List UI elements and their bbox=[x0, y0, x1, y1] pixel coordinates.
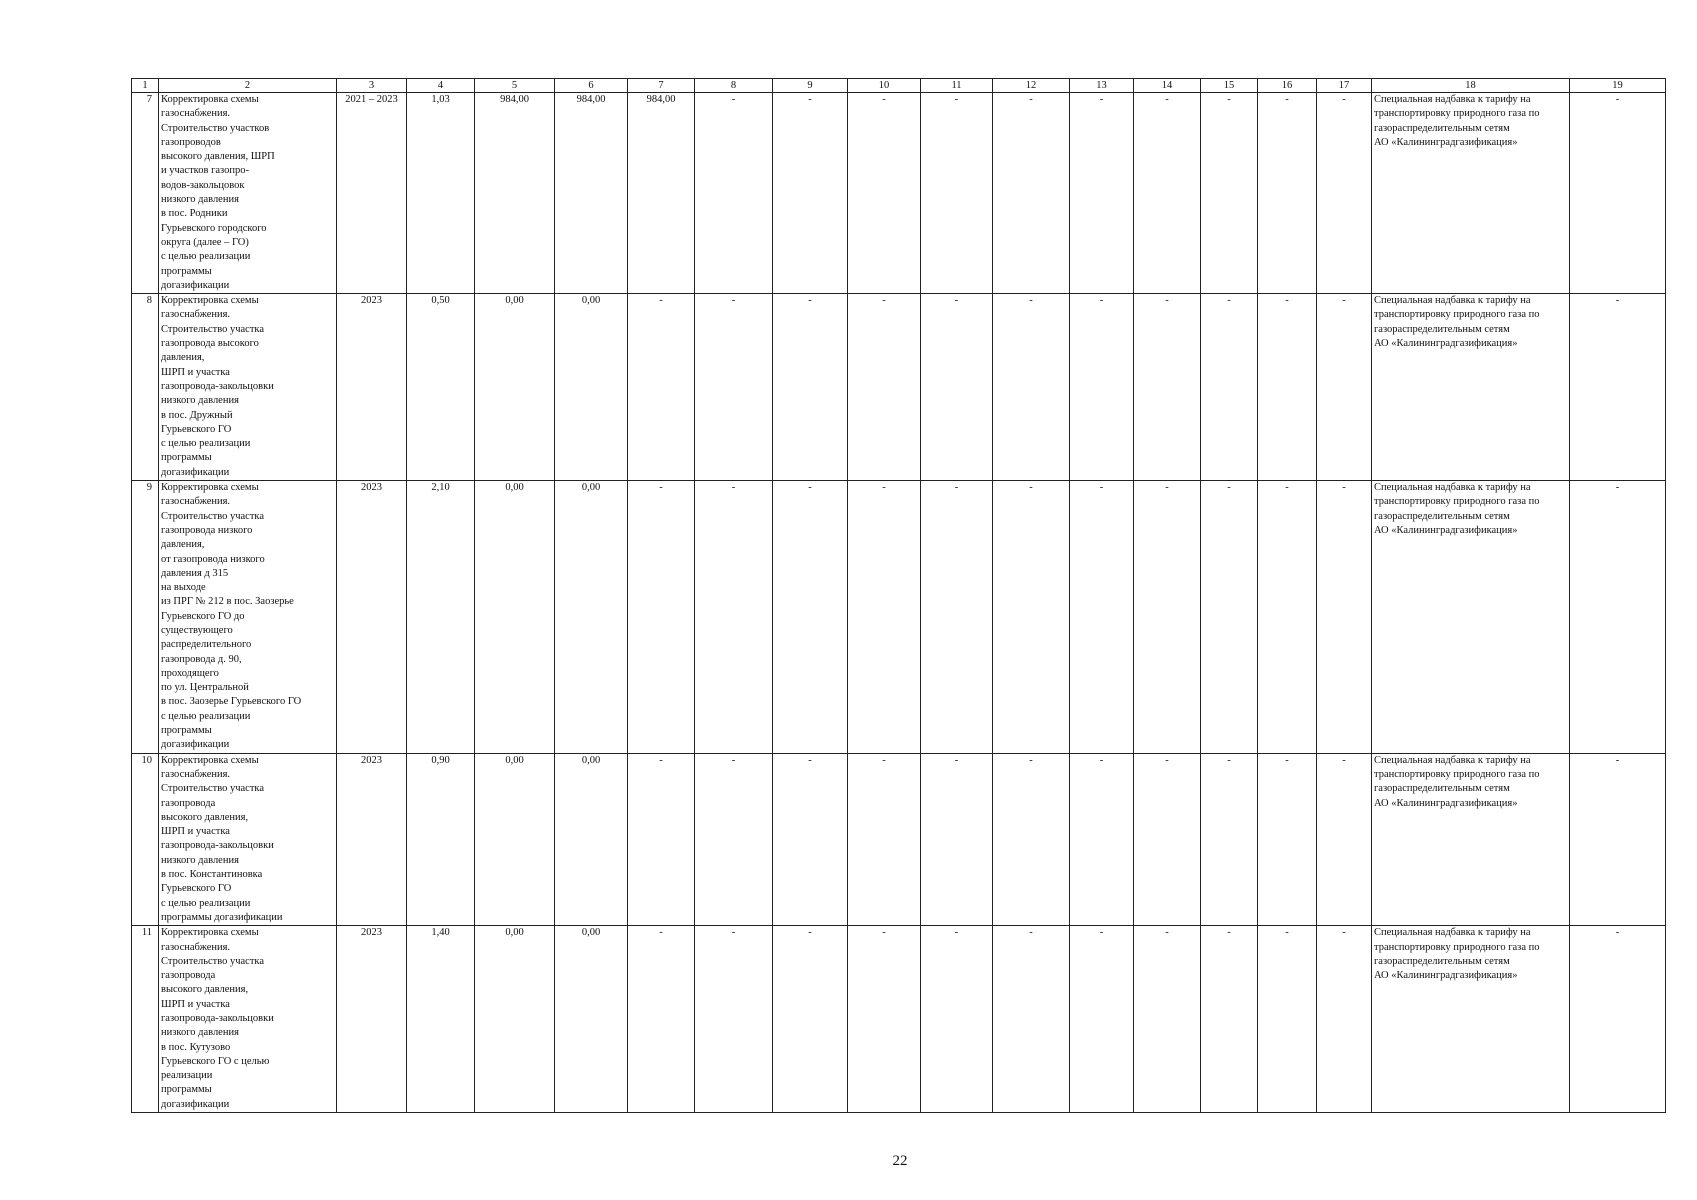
value-cell-15: - bbox=[1201, 926, 1258, 1113]
value-cell-11: - bbox=[921, 294, 993, 481]
value-cell-16: - bbox=[1258, 294, 1317, 481]
row-number-cell: 7 bbox=[132, 93, 159, 294]
value-cell-10: - bbox=[848, 926, 921, 1113]
value-cell-17: - bbox=[1317, 753, 1372, 926]
value-cell-5: 0,00 bbox=[475, 753, 555, 926]
value-cell-5: 984,00 bbox=[475, 93, 555, 294]
column-header: 15 bbox=[1201, 79, 1258, 93]
value-cell-15: - bbox=[1201, 481, 1258, 754]
value-cell-16: - bbox=[1258, 481, 1317, 754]
years-cell: 2023 bbox=[337, 926, 407, 1113]
value-cell-8: - bbox=[695, 753, 773, 926]
value-cell-10: - bbox=[848, 93, 921, 294]
value-cell-6: 0,00 bbox=[555, 481, 628, 754]
value-cell-7: - bbox=[628, 481, 695, 754]
value-cell-16: - bbox=[1258, 926, 1317, 1113]
value-cell-6: 0,00 bbox=[555, 753, 628, 926]
value-cell-8: - bbox=[695, 481, 773, 754]
value-cell-13: - bbox=[1070, 926, 1134, 1113]
column-header: 3 bbox=[337, 79, 407, 93]
value-cell-19: - bbox=[1570, 93, 1666, 294]
value-cell-15: - bbox=[1201, 93, 1258, 294]
project-name-cell: Корректировка схемы газоснабжения. Строительство участков газопроводов высокого давления, ШРП и участков газопро- водов-закольцовок низкого давления в пос. Родники Гурьевского городского округа (далее – ГО) с целью реализации программы догазификации bbox=[159, 93, 337, 294]
value-cell-13: - bbox=[1070, 753, 1134, 926]
column-header: 6 bbox=[555, 79, 628, 93]
financing-source-cell: Специальная надбавка к тарифу на транспортировку природного газа по газораспределительным сетям АО «Калининградгазификация» bbox=[1372, 93, 1570, 294]
column-number-row bbox=[132, 79, 1666, 93]
value-cell-17: - bbox=[1317, 294, 1372, 481]
value-cell-4: 1,40 bbox=[407, 926, 475, 1113]
value-cell-11: - bbox=[921, 926, 993, 1113]
value-cell-4: 0,90 bbox=[407, 753, 475, 926]
value-cell-9: - bbox=[773, 93, 848, 294]
row-number-cell: 9 bbox=[132, 481, 159, 754]
value-cell-19: - bbox=[1570, 481, 1666, 754]
value-cell-9: - bbox=[773, 294, 848, 481]
value-cell-7: - bbox=[628, 753, 695, 926]
column-header: 18 bbox=[1372, 79, 1570, 93]
table-row bbox=[132, 93, 1666, 294]
project-name-cell: Корректировка схемы газоснабжения. Строительство участка газопровода высокого давления, ШРП и участка газопровода-закольцовки низкого давления в пос. Дружный Гурьевского ГО с целью реализации программы догазификации bbox=[159, 294, 337, 481]
value-cell-9: - bbox=[773, 753, 848, 926]
value-cell-6: 0,00 bbox=[555, 294, 628, 481]
table-body bbox=[132, 93, 1666, 1113]
value-cell-6: 0,00 bbox=[555, 926, 628, 1113]
column-header: 9 bbox=[773, 79, 848, 93]
value-cell-11: - bbox=[921, 753, 993, 926]
value-cell-15: - bbox=[1201, 753, 1258, 926]
column-header: 19 bbox=[1570, 79, 1666, 93]
value-cell-16: - bbox=[1258, 93, 1317, 294]
project-name-cell: Корректировка схемы газоснабжения. Строительство участка газопровода низкого давления, от газопровода низкого давления д 315 на выходе из ПРГ № 212 в пос. Заозерье Гурьевского ГО до существующего распределительного газопровода д. 90, проходящего по ул. Центральной в пос. Заозерье Гурьевского ГО с целью реализации программы догазификации bbox=[159, 481, 337, 754]
table-row bbox=[132, 753, 1666, 926]
value-cell-17: - bbox=[1317, 93, 1372, 294]
value-cell-10: - bbox=[848, 294, 921, 481]
years-cell: 2023 bbox=[337, 753, 407, 926]
financing-source-cell: Специальная надбавка к тарифу на транспортировку природного газа по газораспределительным сетям АО «Калининградгазификация» bbox=[1372, 294, 1570, 481]
financing-source-cell: Специальная надбавка к тарифу на транспортировку природного газа по газораспределительным сетям АО «Калининградгазификация» bbox=[1372, 753, 1570, 926]
value-cell-16: - bbox=[1258, 753, 1317, 926]
project-name-cell: Корректировка схемы газоснабжения. Строительство участка газопровода высокого давления, ШРП и участка газопровода-закольцовки низкого давления в пос. Константиновка Гурьевского ГО с целью реализации программы догазификации bbox=[159, 753, 337, 926]
value-cell-13: - bbox=[1070, 294, 1134, 481]
value-cell-15: - bbox=[1201, 294, 1258, 481]
value-cell-11: - bbox=[921, 93, 993, 294]
investment-program-table bbox=[131, 78, 1666, 1113]
value-cell-13: - bbox=[1070, 481, 1134, 754]
page-number: 22 bbox=[892, 1153, 908, 1169]
value-cell-13: - bbox=[1070, 93, 1134, 294]
value-cell-8: - bbox=[695, 294, 773, 481]
value-cell-4: 1,03 bbox=[407, 93, 475, 294]
value-cell-5: 0,00 bbox=[475, 481, 555, 754]
value-cell-14: - bbox=[1134, 481, 1201, 754]
column-header: 13 bbox=[1070, 79, 1134, 93]
column-header: 2 bbox=[159, 79, 337, 93]
column-header: 10 bbox=[848, 79, 921, 93]
value-cell-10: - bbox=[848, 753, 921, 926]
value-cell-9: - bbox=[773, 926, 848, 1113]
value-cell-17: - bbox=[1317, 481, 1372, 754]
value-cell-7: - bbox=[628, 926, 695, 1113]
years-cell: 2023 bbox=[337, 294, 407, 481]
value-cell-14: - bbox=[1134, 753, 1201, 926]
column-header: 14 bbox=[1134, 79, 1201, 93]
financing-source-cell: Специальная надбавка к тарифу на транспортировку природного газа по газораспределительным сетям АО «Калининградгазификация» bbox=[1372, 481, 1570, 754]
value-cell-14: - bbox=[1134, 926, 1201, 1113]
financing-source-cell: Специальная надбавка к тарифу на транспортировку природного газа по газораспределительным сетям АО «Калининградгазификация» bbox=[1372, 926, 1570, 1113]
column-header: 16 bbox=[1258, 79, 1317, 93]
value-cell-14: - bbox=[1134, 294, 1201, 481]
row-number-cell: 10 bbox=[132, 753, 159, 926]
value-cell-4: 0,50 bbox=[407, 294, 475, 481]
value-cell-12: - bbox=[993, 926, 1070, 1113]
value-cell-5: 0,00 bbox=[475, 294, 555, 481]
column-header: 4 bbox=[407, 79, 475, 93]
column-header: 7 bbox=[628, 79, 695, 93]
value-cell-19: - bbox=[1570, 926, 1666, 1113]
value-cell-8: - bbox=[695, 93, 773, 294]
table-row bbox=[132, 926, 1666, 1113]
value-cell-11: - bbox=[921, 481, 993, 754]
value-cell-12: - bbox=[993, 753, 1070, 926]
years-cell: 2021 – 2023 bbox=[337, 93, 407, 294]
column-header: 11 bbox=[921, 79, 993, 93]
column-header: 5 bbox=[475, 79, 555, 93]
value-cell-19: - bbox=[1570, 753, 1666, 926]
value-cell-7: - bbox=[628, 294, 695, 481]
value-cell-17: - bbox=[1317, 926, 1372, 1113]
column-header: 8 bbox=[695, 79, 773, 93]
table-row bbox=[132, 294, 1666, 481]
value-cell-14: - bbox=[1134, 93, 1201, 294]
value-cell-5: 0,00 bbox=[475, 926, 555, 1113]
value-cell-12: - bbox=[993, 93, 1070, 294]
column-header: 1 bbox=[132, 79, 159, 93]
value-cell-12: - bbox=[993, 481, 1070, 754]
table-row bbox=[132, 481, 1666, 754]
row-number-cell: 8 bbox=[132, 294, 159, 481]
years-cell: 2023 bbox=[337, 481, 407, 754]
project-name-cell: Корректировка схемы газоснабжения. Строительство участка газопровода высокого давления, ШРП и участка газопровода-закольцовки низкого давления в пос. Кутузово Гурьевского ГО с целью реализации программы догазификации bbox=[159, 926, 337, 1113]
value-cell-12: - bbox=[993, 294, 1070, 481]
row-number-cell: 11 bbox=[132, 926, 159, 1113]
value-cell-9: - bbox=[773, 481, 848, 754]
value-cell-4: 2,10 bbox=[407, 481, 475, 754]
value-cell-19: - bbox=[1570, 294, 1666, 481]
value-cell-8: - bbox=[695, 926, 773, 1113]
column-header: 17 bbox=[1317, 79, 1372, 93]
value-cell-6: 984,00 bbox=[555, 93, 628, 294]
value-cell-7: 984,00 bbox=[628, 93, 695, 294]
value-cell-10: - bbox=[848, 481, 921, 754]
column-header: 12 bbox=[993, 79, 1070, 93]
